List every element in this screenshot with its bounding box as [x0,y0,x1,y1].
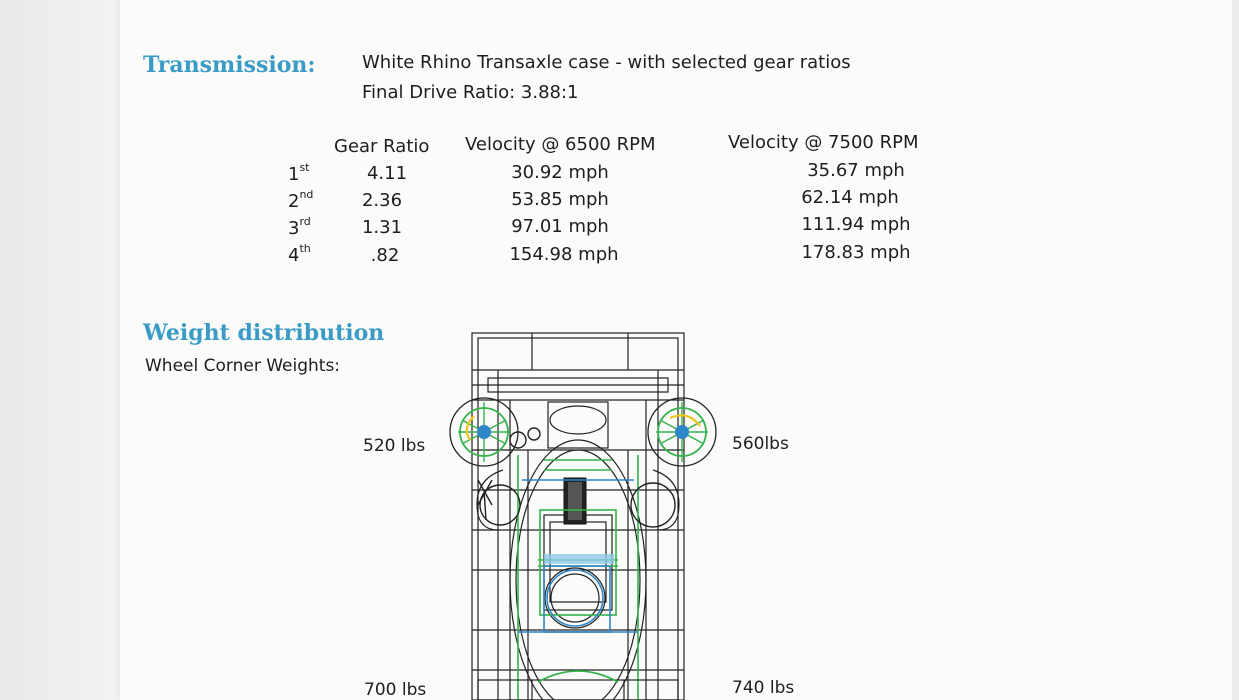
gear-ratio-value: 2.36 [361,190,403,211]
chassis-top-view-drawing [448,330,718,700]
velocity-6500-value: 97.01 mph [511,216,609,237]
header-velocity-6500: Velocity @ 6500 RPM [465,134,656,155]
scan-margin-left [0,0,120,700]
rear-left-weight: 700 lbs [364,680,427,700]
front-left-weight: 520 lbs [363,436,426,456]
velocity-6500-value: 53.85 mph [511,189,609,210]
gear-label: 2nd [288,188,314,212]
weight-distribution-heading: Weight distribution [143,320,385,346]
front-right-weight: 560lbs [732,434,789,454]
gear-ratio-value: 1.31 [361,217,403,238]
wheel-corner-weights-label: Wheel Corner Weights: [145,356,341,376]
rear-right-weight: 740 lbs [732,678,795,698]
gear-label: 3rd [288,215,311,239]
velocity-6500-value: 30.92 mph [511,162,609,183]
transmission-heading: Transmission: [143,52,316,78]
final-drive-text: Final Drive Ratio: 3.88:1 [362,82,579,103]
velocity-7500-value: 62.14 mph [801,187,899,208]
scan-margin-right [1232,0,1239,700]
gear-ratio-value: 4.11 [366,163,408,184]
gear-label: 4th [288,242,311,266]
transaxle-case-text: White Rhino Transaxle case - with selected gear ratios [362,52,851,73]
gear-label: 1st [288,161,310,185]
velocity-7500-value: 35.67 mph [807,160,905,181]
gear-ratio-value: .82 [370,245,400,266]
velocity-7500-value: 178.83 mph [801,242,911,263]
header-velocity-7500: Velocity @ 7500 RPM [728,132,919,153]
velocity-7500-value: 111.94 mph [801,214,911,235]
velocity-6500-value: 154.98 mph [509,244,619,265]
header-gear-ratio: Gear Ratio [334,136,430,157]
